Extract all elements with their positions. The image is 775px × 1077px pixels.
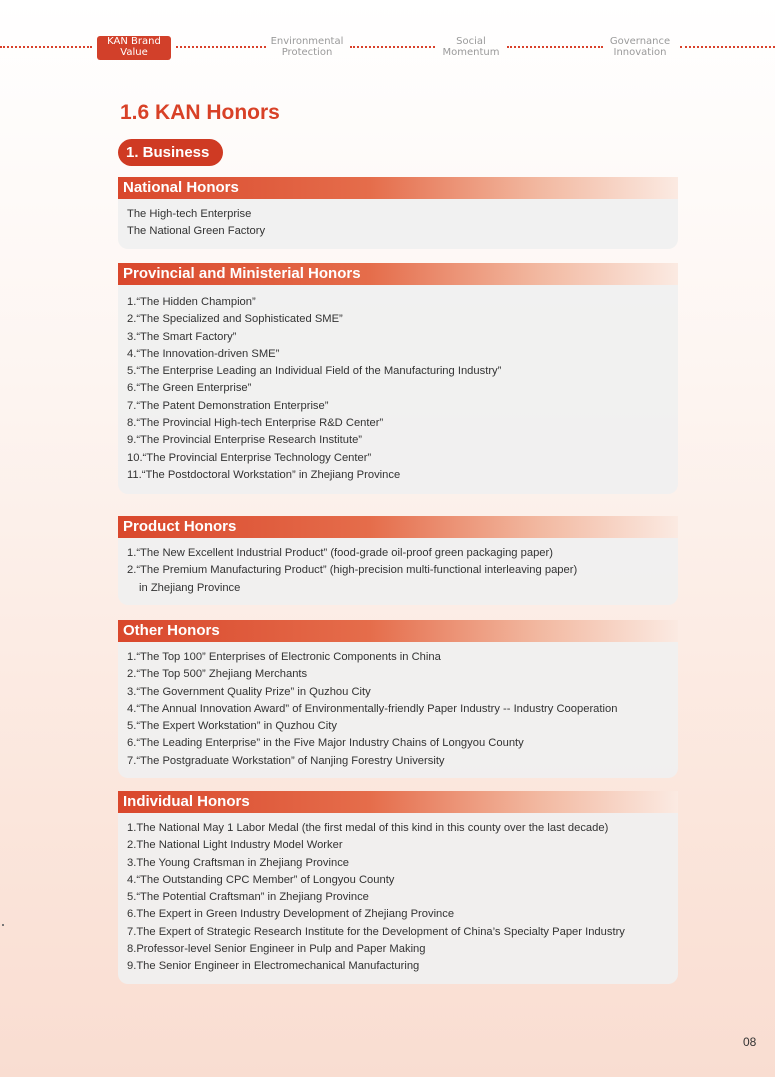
honor-item: 7.“The Patent Demonstration Enterprise” (127, 399, 329, 412)
section-body (118, 199, 678, 249)
national-honors-section (118, 177, 678, 249)
other-honors-section (118, 620, 678, 778)
honor-item: 3.“The Smart Factory” (127, 330, 237, 343)
nav-divider (176, 46, 266, 48)
honor-item: The National Green Factory (127, 225, 266, 238)
honor-item: 2.“The Specialized and Sophisticated SME” (127, 313, 343, 326)
honor-item: 2.The National Light Industry Model Worker (127, 839, 343, 852)
product-honors-section (118, 516, 678, 605)
section-body (118, 642, 678, 778)
honor-item: 7.“The Postgraduate Workstation” of Nanjing Forestry University (127, 754, 445, 767)
honor-item: The High-tech Enterprise (127, 208, 252, 220)
honor-item: 11.“The Postdoctoral Workstation” in Zhejiang Province (127, 468, 401, 481)
page-title: 1.6 KAN Honors (120, 101, 280, 124)
nav-tab-kan-brand-value[interactable]: KAN Brand Value (97, 36, 171, 60)
honor-item-continuation: in Zhejiang Province (139, 581, 241, 594)
honor-item: 9.“The Provincial Enterprise Research Institute” (127, 434, 363, 447)
page-number: 08 (743, 1035, 757, 1049)
honor-item: 1.“The Top 100” Enterprises of Electronic Components in China (127, 651, 441, 663)
section-heading: National Honors (118, 177, 678, 199)
honor-item: 2.“The Premium Manufacturing Product” (high-precision multi-functional interleaving paper) (127, 564, 578, 577)
category-pill: 1. Business (118, 139, 223, 166)
honor-item: 1.The National May 1 Labor Medal (the first medal of this kind in this county over the last decade) (127, 822, 609, 834)
honor-item: 3.The Young Craftsman in Zhejiang Province (127, 856, 350, 869)
section-body (118, 538, 678, 605)
honor-item: 5.“The Expert Workstation” in Quzhou City (127, 720, 337, 733)
honor-item: 6.The Expert in Green Industry Development of Zhejiang Province (127, 908, 455, 921)
individual-honors-section (118, 791, 678, 984)
nav-tab-social-momentum[interactable]: Social Momentum (442, 36, 500, 58)
top-navigation (0, 36, 775, 60)
section-body (118, 813, 678, 984)
honor-item: 7.The Expert of Strategic Research Institute for the Development of China’s Specialty Paper Industry (127, 925, 625, 938)
section-body (118, 285, 678, 494)
nav-divider (680, 46, 775, 48)
honor-item: 8.Professor-level Senior Engineer in Pulp and Paper Making (127, 943, 426, 956)
honor-item: 10.“The Provincial Enterprise Technology Center” (127, 451, 372, 464)
section-heading: Product Honors (118, 516, 678, 538)
nav-divider (507, 46, 603, 48)
honor-item: 9.The Senior Engineer in Electromechanical Manufacturing (127, 960, 420, 973)
honor-item: 6.“The Leading Enterprise” in the Five Major Industry Chains of Longyou County (127, 737, 524, 750)
honor-item: 4.“The Innovation-driven SME” (127, 347, 280, 360)
nav-divider (350, 46, 435, 48)
section-heading: Other Honors (118, 620, 678, 642)
nav-divider (0, 46, 92, 48)
honor-item: 4.“The Outstanding CPC Member” of Longyou County (127, 873, 395, 886)
honor-item: 6.“The Green Enterprise” (127, 382, 252, 395)
honor-item: 5.“The Potential Craftsman” in Zhejiang Province (127, 891, 369, 904)
margin-mark (2, 924, 4, 926)
honor-item: 8.“The Provincial High-tech Enterprise R&D Center” (127, 417, 384, 430)
honor-item: 2.“The Top 500” Zhejiang Merchants (127, 668, 308, 681)
honor-item: 5.“The Enterprise Leading an Individual Field of the Manufacturing Industry” (127, 365, 502, 378)
honor-item: 3.“The Government Quality Prize” in Quzhou City (127, 685, 371, 698)
section-heading: Individual Honors (118, 791, 678, 813)
honor-item: 4.“The Annual Innovation Award” of Environmentally-friendly Paper Industry -- Industry Cooperation (127, 702, 618, 715)
nav-tab-environmental-protection[interactable]: Environmental Protection (270, 36, 344, 58)
honor-item: 1.“The Hidden Champion” (127, 296, 256, 308)
honor-item: 1.“The New Excellent Industrial Product” (food-grade oil-proof green packaging paper) (127, 547, 553, 559)
nav-tab-governance-innovation[interactable]: Governance Innovation (609, 36, 671, 58)
provincial-honors-section (118, 263, 678, 494)
section-heading: Provincial and Ministerial Honors (118, 263, 678, 285)
